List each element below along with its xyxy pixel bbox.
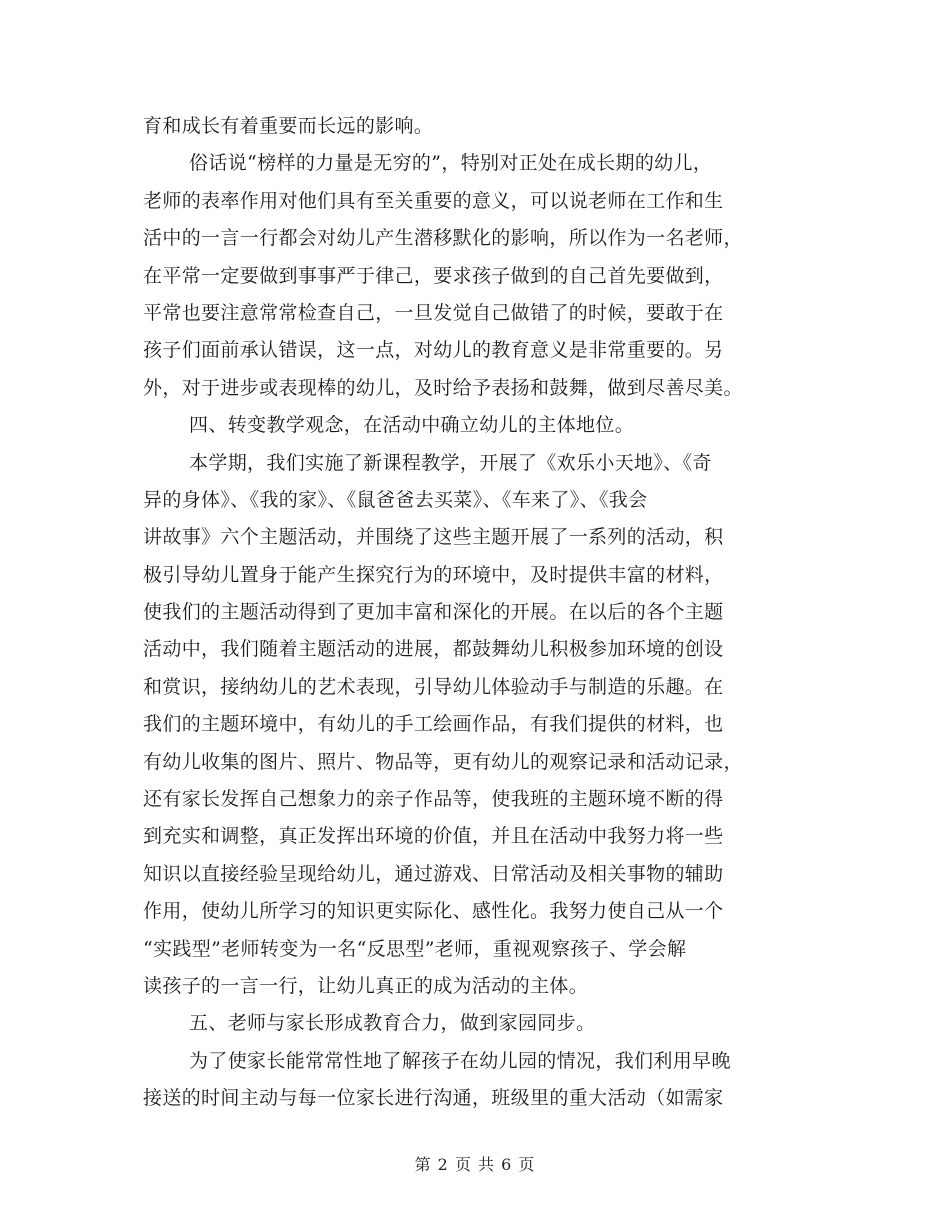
- text-line: 育和成长有着重要而长远的影响。: [143, 115, 434, 137]
- page-footer: 第 2 页 共 6 页: [414, 1155, 536, 1174]
- text-line: 外，对于进步或表现棒的幼儿，及时给予表扬和鼓舞，做到尽善尽美。: [143, 376, 743, 399]
- text-line: 接送的时间主动与每一位家长进行沟通，班级里的重大活动（如需家: [143, 1087, 724, 1110]
- text-line: 讲故事》六个主题活动，并围绕了这些主题开展了一系列的活动，积: [143, 526, 724, 549]
- text-line: 知识以直接经验呈现给幼儿，通过游戏、日常活动及相关事物的辅助: [143, 862, 724, 885]
- text-line: 极引导幼儿置身于能产生探究行为的环境中，及时提供丰富的材料，: [143, 563, 724, 586]
- text-line: 读孩子的一言一行，让幼儿真正的成为活动的主体。: [143, 974, 589, 997]
- text-line: 使我们的主题活动得到了更加丰富和深化的开展。在以后的各个主题: [143, 601, 724, 624]
- text-line: 老师的表率作用对他们具有至关重要的意义，可以说老师在工作和生: [143, 189, 724, 212]
- text-line: 活动中，我们随着主题活动的进展，都鼓舞幼儿积极参加环境的创设: [143, 638, 724, 661]
- body-text: [143, 108, 807, 1118]
- text-line: 俗话说“榜样的力量是无穷的”，特别对正处在成长期的幼儿，: [189, 152, 713, 175]
- text-line: 孩子们面前承认错误，这一点，对幼儿的教育意义是非常重要的。另: [143, 339, 724, 362]
- text-line: 本学期，我们实施了新课程教学，开展了《欢乐小天地》、《奇: [189, 451, 712, 474]
- text-line: 在平常一定要做到事事严于律己，要求孩子做到的自己首先要做到，: [143, 264, 724, 287]
- text-line: 四、转变教学观念，在活动中确立幼儿的主体地位。: [189, 414, 635, 437]
- text-line: 到充实和调整，真正发挥出环境的价值，并且在活动中我努力将一些: [143, 825, 724, 848]
- text-line: 平常也要注意常常检查自己，一旦发觉自己做错了的时候，要敢于在: [143, 301, 724, 324]
- text-line: 我们的主题环境中，有幼儿的手工绘画作品，有我们提供的材料，也: [143, 713, 724, 736]
- text-line: 为了使家长能常常性地了解孩子在幼儿园的情况，我们利用早晚: [189, 1049, 731, 1072]
- text-line: 异的身体》、《我的家》、《鼠爸爸去买菜》、《车来了》、《我会: [143, 488, 648, 511]
- text-line: 五、老师与家长形成教育合力，做到家园同步。: [189, 1012, 596, 1035]
- text-line: 和赏识，接纳幼儿的艺术表现，引导幼儿体验动手与制造的乐趣。在: [143, 675, 724, 698]
- text-line: “实践型”老师转变为一名“反思型”老师，重视观察孩子、学会解: [143, 937, 687, 960]
- text-line: 作用，使幼儿所学习的知识更实际化、感性化。我努力使自己从一个: [143, 900, 724, 923]
- text-line: 活中的一言一行都会对幼儿产生潜移默化的影响，所以作为一名老师，: [143, 227, 743, 250]
- text-line: 还有家长发挥自己想象力的亲子作品等，使我班的主题环境不断的得: [143, 788, 724, 811]
- text-line: 有幼儿收集的图片、照片、物品等，更有幼儿的观察记录和活动记录，: [143, 750, 743, 773]
